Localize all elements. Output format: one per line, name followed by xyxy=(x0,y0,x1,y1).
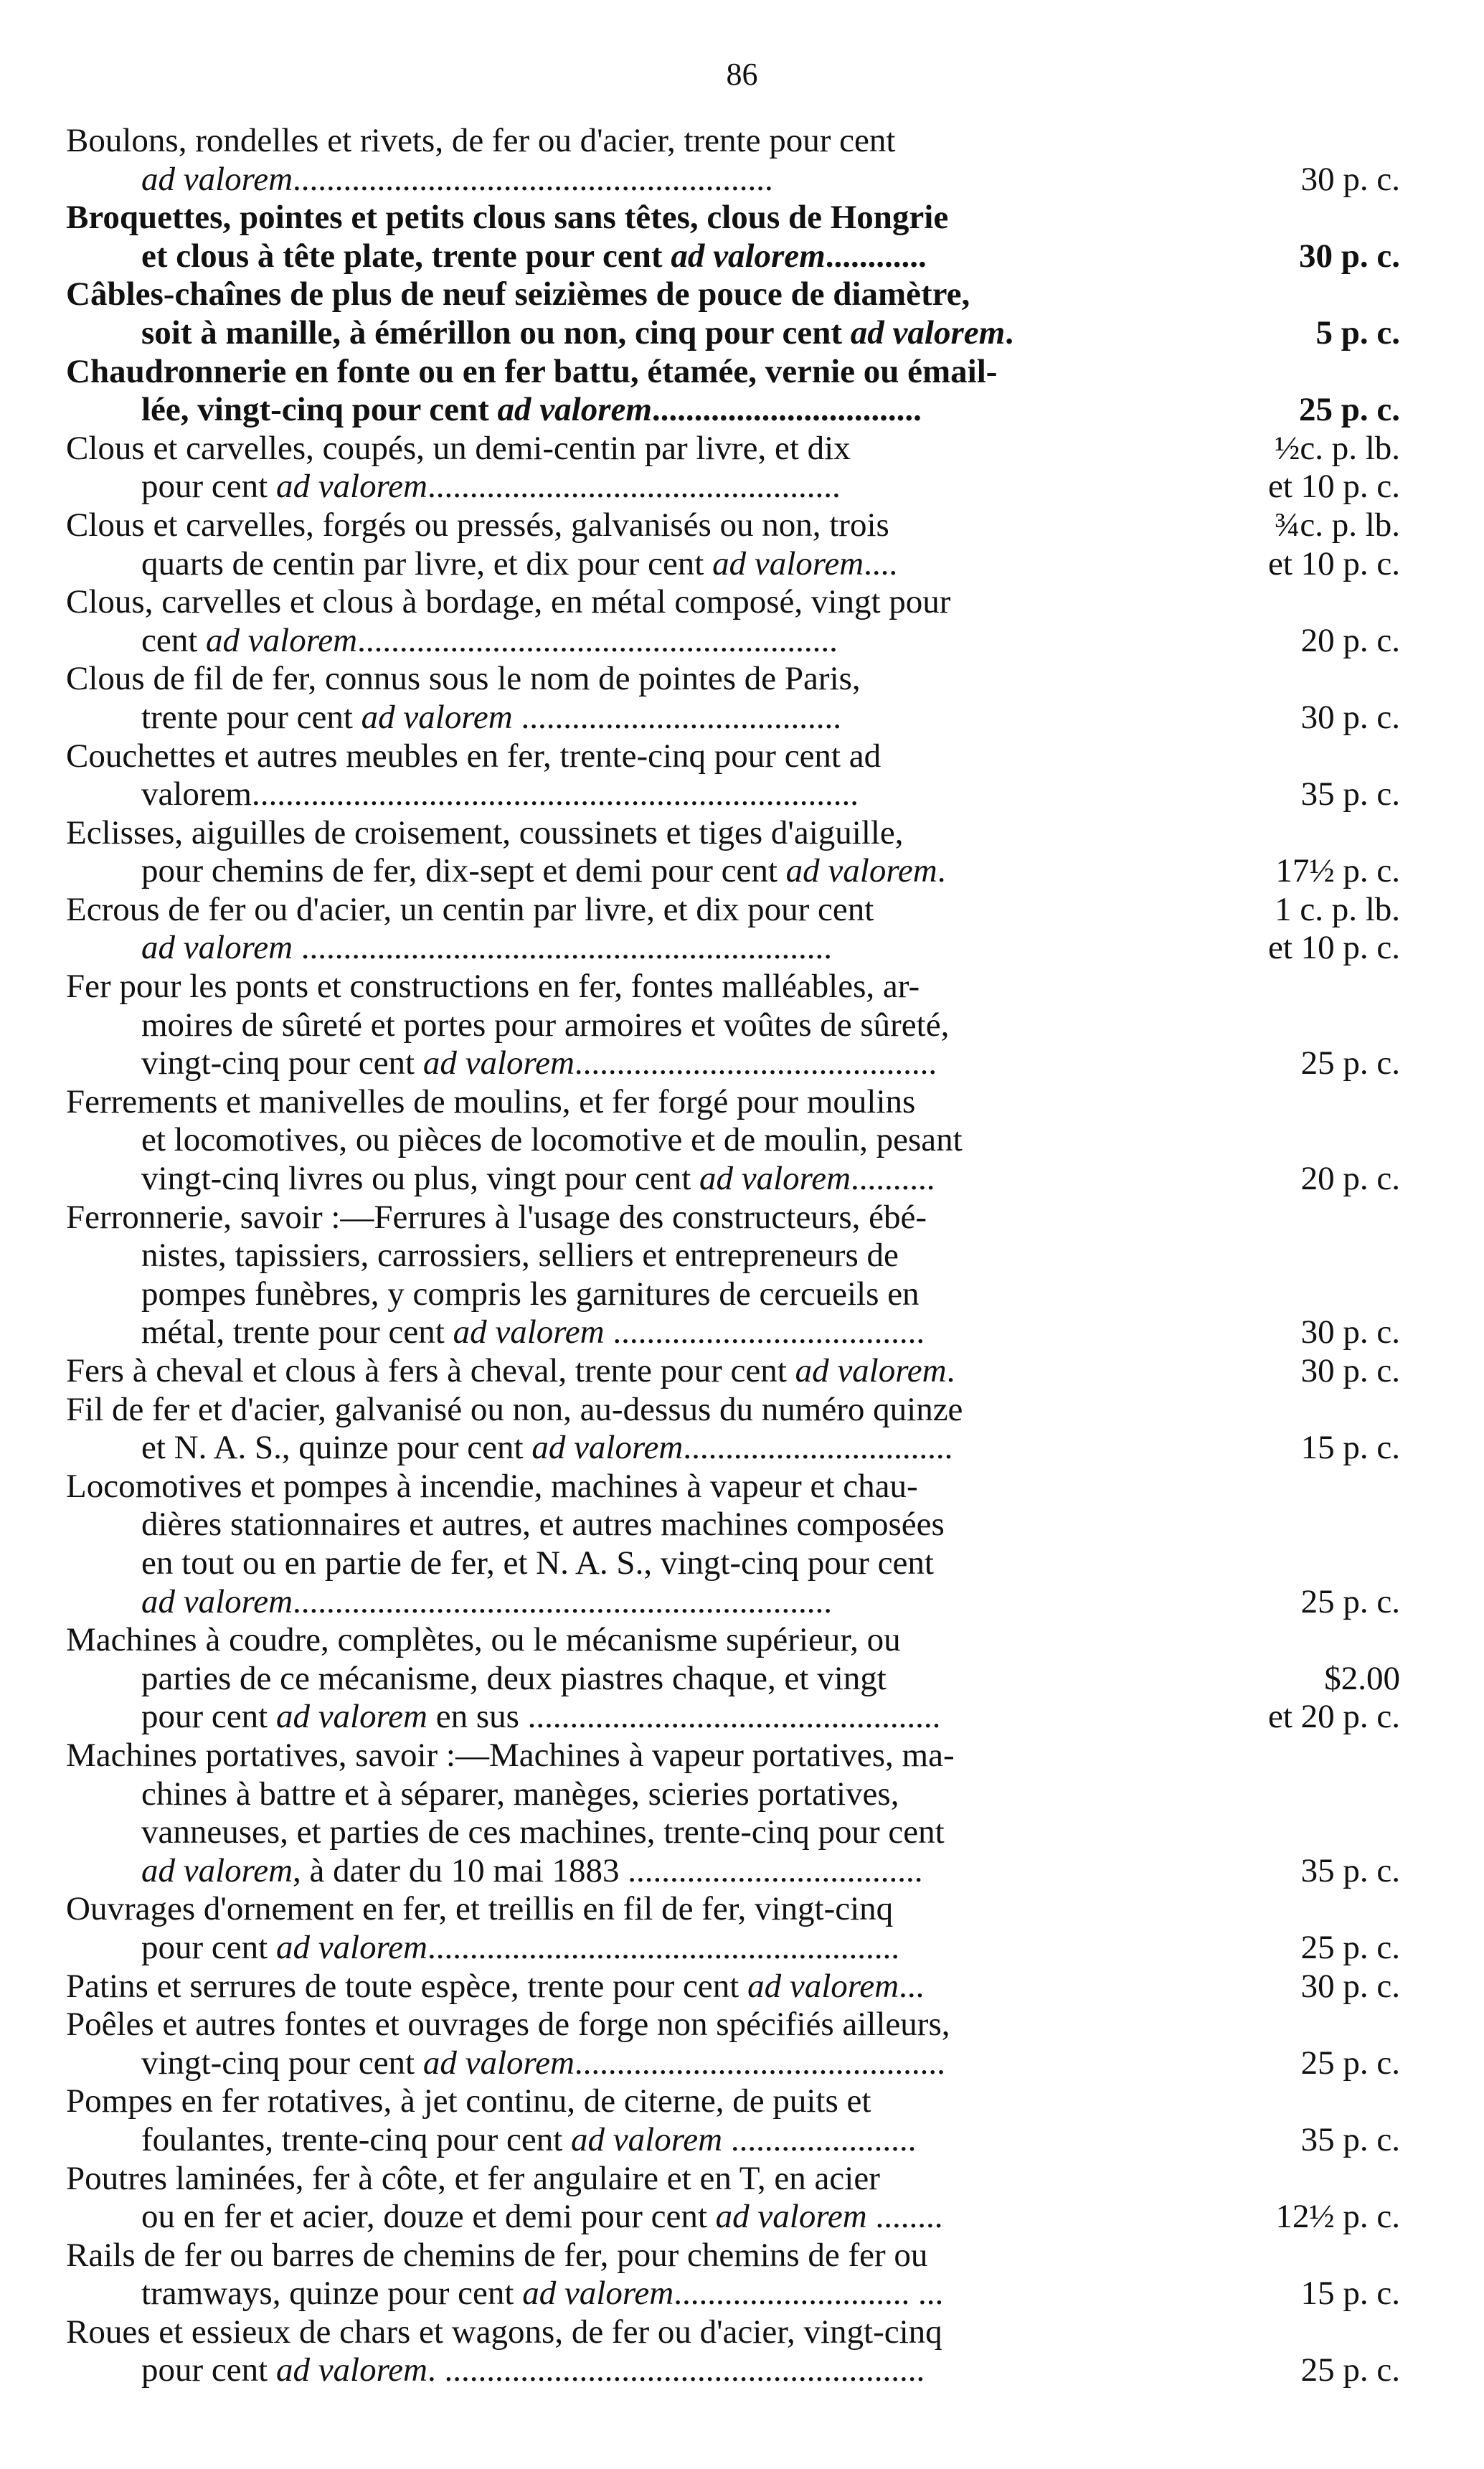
tariff-entry-rate: ½c. p. lb. et 10 p. c. xyxy=(1267,429,1400,506)
tariff-entry-description xyxy=(66,1621,1135,1737)
tariff-entry-line: Ouvrages d'ornement en fer, et treillis en fil de fer, vingt-cinq xyxy=(66,1890,894,1928)
tariff-entry-line: Boulons, rondelles et rivets, de fer ou d'acier, trente pour cent xyxy=(66,122,896,159)
tariff-entry-line: Poêles et autres fontes et ouvrages de forge non spécifiés ailleurs, xyxy=(66,2006,950,2044)
tariff-entry-line: nistes, tapissiers, carrossiers, selliers et entrepreneurs de xyxy=(141,1237,899,1275)
tariff-entry-description xyxy=(66,2082,1135,2159)
tariff-entry-description xyxy=(66,1737,1135,1890)
tariff-entry-line: Ferrements et manivelles de moulins, et fer forgé pour moulins xyxy=(66,1082,916,1120)
tariff-entry-rate: 20 p. c. xyxy=(1300,621,1400,659)
tariff-entry xyxy=(66,430,1422,506)
tariff-entry-line: tramways, quinze pour cent ad valorem............................ ... xyxy=(141,2275,944,2313)
tariff-entry-line: Chaudronnerie en fonte ou en fer battu, étamée, vernie ou émail- xyxy=(66,352,998,390)
tariff-entry xyxy=(66,353,1422,430)
tariff-entry-line: Broquettes, pointes et petits clous sans têtes, clous de Hongrie xyxy=(66,199,949,237)
tariff-entry-description xyxy=(66,660,1135,737)
tariff-entry-line: Couchettes et autres meubles en fer, trente-cinq pour cent ad xyxy=(66,737,882,775)
tariff-entry xyxy=(66,199,1422,275)
tariff-entry-line: pour cent ad valorem. ......................................................... xyxy=(141,2351,925,2389)
tariff-entry xyxy=(66,814,1422,891)
tariff-entry-line: soit à manille, à émérillon ou non, cinq pour cent ad valorem. xyxy=(141,313,1013,351)
tariff-entry-line: ou en fer et acier, douze et demi pour cent ad valorem ........ xyxy=(141,2198,943,2236)
tariff-entry-rate: 20 p. c. xyxy=(1300,1160,1400,1198)
tariff-entry-rate: 30 p. c. xyxy=(1300,698,1400,736)
tariff-entry-line: vingt-cinq pour cent ad valorem........................................... xyxy=(141,1044,937,1082)
tariff-entry-line: Clous et carvelles, forgés ou pressés, galvanisés ou non, trois xyxy=(66,506,889,544)
tariff-entry xyxy=(66,1621,1422,1737)
tariff-entry-line: pour chemins de fer, dix-sept et demi pour cent ad valorem. xyxy=(141,852,946,890)
tariff-entry-line: Clous de fil de fer, connus sous le nom de pointes de Paris, xyxy=(66,660,861,698)
tariff-entry-line: pompes funèbres, y compris les garnitures de cercueils en xyxy=(141,1275,920,1313)
tariff-entry xyxy=(66,968,1422,1083)
tariff-entry-rate: 25 p. c. xyxy=(1300,2044,1400,2082)
tariff-entry-line: Fer pour les ponts et constructions en fer, fontes malléables, ar- xyxy=(66,968,920,1006)
tariff-entry-line: pour cent ad valorem........................................................ xyxy=(141,1928,899,1966)
tariff-entry-line: foulantes, trente-cinq pour cent ad valorem ...................... xyxy=(141,2120,917,2158)
tariff-entry-line: pour cent ad valorem................................................. xyxy=(141,468,841,506)
tariff-entry xyxy=(66,2237,1422,2313)
tariff-entry-rate: 15 p. c. xyxy=(1300,2275,1400,2313)
tariff-entry-rate: 5 p. c. xyxy=(1315,313,1400,351)
tariff-entry-line: Fers à cheval et clous à fers à cheval, trente pour cent ad valorem. xyxy=(66,1352,955,1390)
tariff-entry xyxy=(66,506,1422,583)
tariff-entry xyxy=(66,2160,1422,2237)
tariff-entry-line: Machines à coudre, complètes, ou le mécanisme supérieur, ou xyxy=(66,1621,901,1659)
tariff-entry-description xyxy=(66,891,1135,968)
tariff-entry xyxy=(66,1737,1422,1890)
tariff-entry-line: Machines portatives, savoir :—Machines à vapeur portatives, ma- xyxy=(66,1736,955,1774)
tariff-entry-description xyxy=(66,814,1135,891)
tariff-entry-description xyxy=(66,275,1135,352)
tariff-entry-line: Fil de fer et d'acier, galvanisé ou non, au-dessus du numéro quinze xyxy=(66,1390,963,1428)
tariff-entry xyxy=(66,2006,1422,2082)
tariff-entry-description xyxy=(66,199,1135,275)
tariff-entry-description xyxy=(66,353,1135,430)
tariff-entry-line: vanneuses, et parties de ces machines, trente-cinq pour cent xyxy=(141,1813,945,1851)
tariff-entry-description xyxy=(66,1890,1135,1967)
tariff-entry xyxy=(66,1352,1422,1391)
tariff-entry-line: et locomotives, ou pièces de locomotive et de moulin, pesant xyxy=(141,1121,963,1159)
tariff-entry-rate: $2.00 et 20 p. c. xyxy=(1267,1659,1400,1736)
tariff-entry-line: Ecrous de fer ou d'acier, un centin par livre, et dix pour cent xyxy=(66,890,874,928)
tariff-entry-rate: 25 p. c. xyxy=(1300,1928,1400,1966)
tariff-entry-description xyxy=(66,2313,1135,2390)
tariff-entry-line: pour cent ad valorem en sus ................................................. xyxy=(141,1698,941,1736)
tariff-entry-line: quarts de centin par livre, et dix pour cent ad valorem.... xyxy=(141,544,898,582)
tariff-entry xyxy=(66,1199,1422,1352)
tariff-entry-line: chines à battre et à séparer, manèges, scieries portatives, xyxy=(141,1775,899,1813)
tariff-entry-description xyxy=(66,1083,1135,1199)
tariff-entry xyxy=(66,891,1422,968)
tariff-entry-description xyxy=(66,2006,1135,2082)
tariff-entry-line: cent ad valorem......................................................... xyxy=(141,621,838,659)
tariff-entry-rate: 17½ p. c. xyxy=(1275,852,1400,890)
tariff-entry xyxy=(66,2313,1422,2390)
tariff-entry-line: métal, trente pour cent ad valorem ..................................... xyxy=(141,1313,925,1351)
tariff-entry-line: Patins et serrures de toute espèce, trente pour cent ad valorem... xyxy=(66,1967,925,2005)
tariff-entry-description xyxy=(66,430,1135,506)
tariff-entry-line: parties de ce mécanisme, deux piastres chaque, et vingt xyxy=(141,1659,887,1697)
tariff-entry-line: Rails de fer ou barres de chemins de fer, pour chemins de fer ou xyxy=(66,2236,928,2274)
tariff-entry-line: en tout ou en partie de fer, et N. A. S., vingt-cinq pour cent xyxy=(141,1544,934,1582)
tariff-entry-rate: 25 p. c. xyxy=(1300,1044,1400,1082)
tariff-entry-line: Pompes en fer rotatives, à jet continu, de citerne, de puits et xyxy=(66,2082,871,2120)
tariff-entry-line: Clous et carvelles, coupés, un demi-centin par livre, et dix xyxy=(66,429,851,467)
tariff-entry-rate: 35 p. c. xyxy=(1300,1851,1400,1889)
tariff-entry-description xyxy=(66,737,1135,814)
tariff-entry-line: Locomotives et pompes à incendie, machines à vapeur et chau- xyxy=(66,1467,918,1505)
tariff-entry-description xyxy=(66,1352,1135,1391)
page-number: 86 xyxy=(726,57,758,92)
tariff-entry-rate: 1 c. p. lb. et 10 p. c. xyxy=(1267,890,1400,967)
tariff-entry-description xyxy=(66,583,1135,660)
tariff-entry xyxy=(66,1968,1422,2006)
tariff-entry xyxy=(66,1391,1422,1468)
tariff-entry-rate: 30 p. c. xyxy=(1300,1313,1400,1351)
tariff-entry-description xyxy=(66,1468,1135,1621)
tariff-entry-description xyxy=(66,2237,1135,2313)
tariff-entry-rate: 25 p. c. xyxy=(1300,2351,1400,2389)
tariff-entry-line: Eclisses, aiguilles de croisement, coussinets et tiges d'aiguille, xyxy=(66,813,904,851)
tariff-entry-description xyxy=(66,122,1135,199)
tariff-entry-description xyxy=(66,1391,1135,1468)
tariff-entry-description xyxy=(66,1968,1135,2006)
tariff-entry-line: moires de sûreté et portes pour armoires et voûtes de sûreté, xyxy=(141,1006,950,1044)
tariff-entry-rate: 25 p. c. xyxy=(1299,391,1400,429)
tariff-entry xyxy=(66,737,1422,814)
tariff-entry-description xyxy=(66,968,1135,1083)
tariff-entry-line: ad valorem, à dater du 10 mai 1883 ................................... xyxy=(141,1851,923,1889)
tariff-entry-line: et clous à tête plate, trente pour cent ad valorem............ xyxy=(141,237,927,275)
tariff-entry-line: ad valorem ............................................................... xyxy=(141,929,833,967)
tariff-entry-description xyxy=(66,506,1135,583)
tariff-entry-line: valorem........................................................................ xyxy=(141,775,859,813)
tariff-entry-line: ad valorem................................................................ xyxy=(141,1582,833,1620)
tariff-entry-rate: 15 p. c. xyxy=(1300,1429,1400,1467)
tariff-entry-rate: 30 p. c. xyxy=(1300,160,1400,198)
tariff-entry xyxy=(66,583,1422,660)
tariff-entry xyxy=(66,1890,1422,1967)
tariff-entry-line: vingt-cinq pour cent ad valorem............................................ xyxy=(141,2044,945,2082)
tariff-entry xyxy=(66,122,1422,199)
tariff-entry-description xyxy=(66,2160,1135,2237)
tariff-entry-rate: 30 p. c. xyxy=(1300,1352,1400,1390)
tariff-entry-line: Ferronnerie, savoir :—Ferrures à l'usage des constructeurs, ébé- xyxy=(66,1198,927,1236)
tariff-entry-line: trente pour cent ad valorem ...................................... xyxy=(141,698,841,736)
tariff-entry-rate: 35 p. c. xyxy=(1300,775,1400,813)
tariff-entry xyxy=(66,660,1422,737)
tariff-entry-rate: 30 p. c. xyxy=(1299,237,1400,275)
tariff-entry-rate: 25 p. c. xyxy=(1300,1582,1400,1620)
tariff-entry-line: Clous, carvelles et clous à bordage, en métal composé, vingt pour xyxy=(66,583,951,621)
tariff-entry xyxy=(66,1083,1422,1199)
tariff-entry xyxy=(66,275,1422,352)
tariff-entry-line: ad valorem......................................................... xyxy=(141,160,773,198)
tariff-entry-rate: 12½ p. c. xyxy=(1275,2198,1400,2236)
tariff-entry-description xyxy=(66,1199,1135,1352)
tariff-entry-line: Poutres laminées, fer à côte, et fer angulaire et en T, en acier xyxy=(66,2159,880,2197)
tariff-entry-line: lée, vingt-cinq pour cent ad valorem................................ xyxy=(141,391,922,429)
tariff-entry xyxy=(66,2082,1422,2159)
tariff-entry-rate: 30 p. c. xyxy=(1300,1967,1400,2005)
tariff-entry-line: dières stationnaires et autres, et autres machines composées xyxy=(141,1506,945,1544)
tariff-entry-line: Roues et essieux de chars et wagons, de fer ou d'acier, vingt-cinq xyxy=(66,2313,942,2351)
tariff-entries-list xyxy=(66,122,1422,2390)
tariff-entry-line: vingt-cinq livres ou plus, vingt pour cent ad valorem.......... xyxy=(141,1160,935,1198)
tariff-entry-line: et N. A. S., quinze pour cent ad valorem................................ xyxy=(141,1429,953,1467)
tariff-entry-rate: 35 p. c. xyxy=(1300,2120,1400,2158)
tariff-entry xyxy=(66,1468,1422,1621)
tariff-entry-rate: ¾c. p. lb. et 10 p. c. xyxy=(1267,506,1400,582)
tariff-entry-line: Câbles-chaînes de plus de neuf seizièmes de pouce de diamètre, xyxy=(66,275,970,313)
